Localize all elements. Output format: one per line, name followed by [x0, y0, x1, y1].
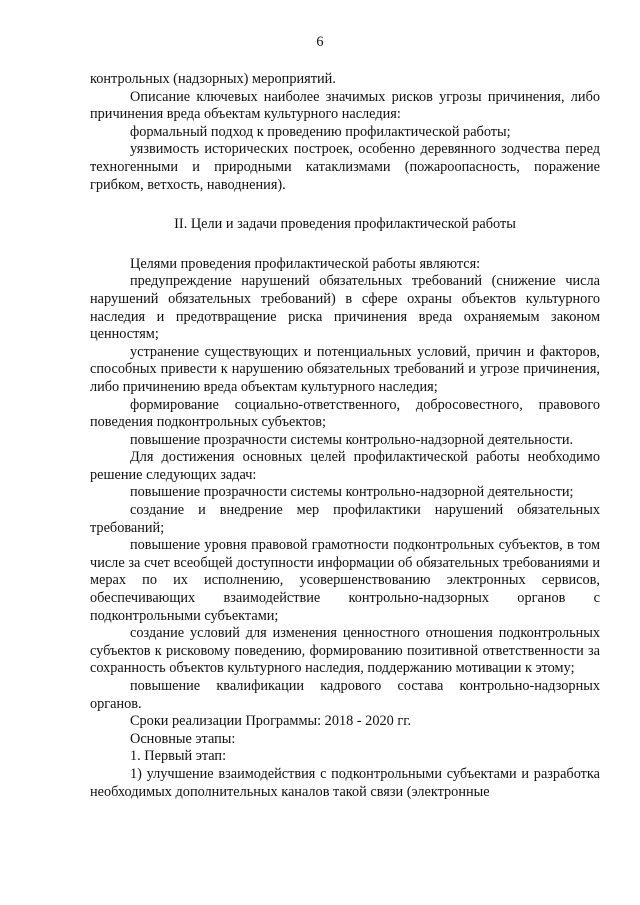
- page-content: [90, 71, 600, 801]
- paragraph: контрольных (надзорных) мероприятий.: [90, 71, 336, 87]
- paragraph: формальный подход к проведению профилактической работы;: [130, 123, 511, 140]
- paragraph: повышение квалификации кадрового состава контрольно-надзорных органов.: [90, 678, 600, 712]
- page-number: 6: [316, 34, 324, 50]
- paragraph: Описание ключевых наиболее значимых рисков угрозы причинения, либо причинения вреда объектам культурного наследия:: [90, 88, 600, 123]
- paragraph: создание и внедрение мер профилактики нарушений обязательных требований;: [90, 502, 600, 536]
- paragraph: 1) улучшение взаимодействия с подконтрольными субъектами и разработка необходимых дополнительных каналов такой связи (электронные: [90, 765, 600, 800]
- paragraph: повышение прозрачности системы контрольно-надзорной деятельности;: [130, 484, 574, 501]
- paragraph: уязвимость исторических построек, особенно деревянного зодчества перед техногенными и природными катаклизмами (пожароопасность, поражение грибком, ветхость, наводнения).: [90, 141, 600, 193]
- paragraph: 1. Первый этап:: [130, 748, 227, 765]
- paragraph: Целями проведения профилактической работы являются:: [130, 255, 481, 272]
- paragraph: устранение существующих и потенциальных условий, причин и факторов, способных привести к нарушению обязательных требований и угрозе причинения, либо причинению вреда объектам культурного наследия;: [90, 343, 600, 395]
- paragraph: предупреждение нарушений обязательных требований (снижение числа нарушений обязательных требований) в сфере охраны объектов культурного наследия и предотвращение риска причинения вреда охраняемым законом ценностям;: [90, 273, 600, 343]
- paragraph: повышение уровня правовой грамотности подконтрольных субъектов, в том числе за счет всеобщей доступности информации об обязательных требованиями и мерах по их исполнению, усовершенствованию электронных сервисов, обеспечивающих взаимодействие контрольно-надзорных органов с подконтрольными субъектами;: [90, 537, 600, 624]
- section-heading: II. Цели и задачи проведения профилактической работы: [174, 216, 516, 233]
- paragraph: повышение прозрачности системы контрольно-надзорной деятельности.: [130, 431, 574, 448]
- paragraph: Для достижения основных целей профилактической работы необходимо решение следующих задач:: [90, 449, 600, 483]
- paragraph: формирование социально-ответственного, добросовестного, правового поведения подконтрольных субъектов;: [90, 396, 600, 431]
- paragraph: Основные этапы:: [130, 730, 236, 747]
- paragraph: Сроки реализации Программы: 2018 - 2020 гг.: [130, 713, 412, 730]
- paragraph: создание условий для изменения ценностного отношения подконтрольных субъектов к рисковому поведению, формированию позитивной ответственности за сохранность объектов культурного наследия, поддержанию мотивации к этому;: [90, 625, 600, 677]
